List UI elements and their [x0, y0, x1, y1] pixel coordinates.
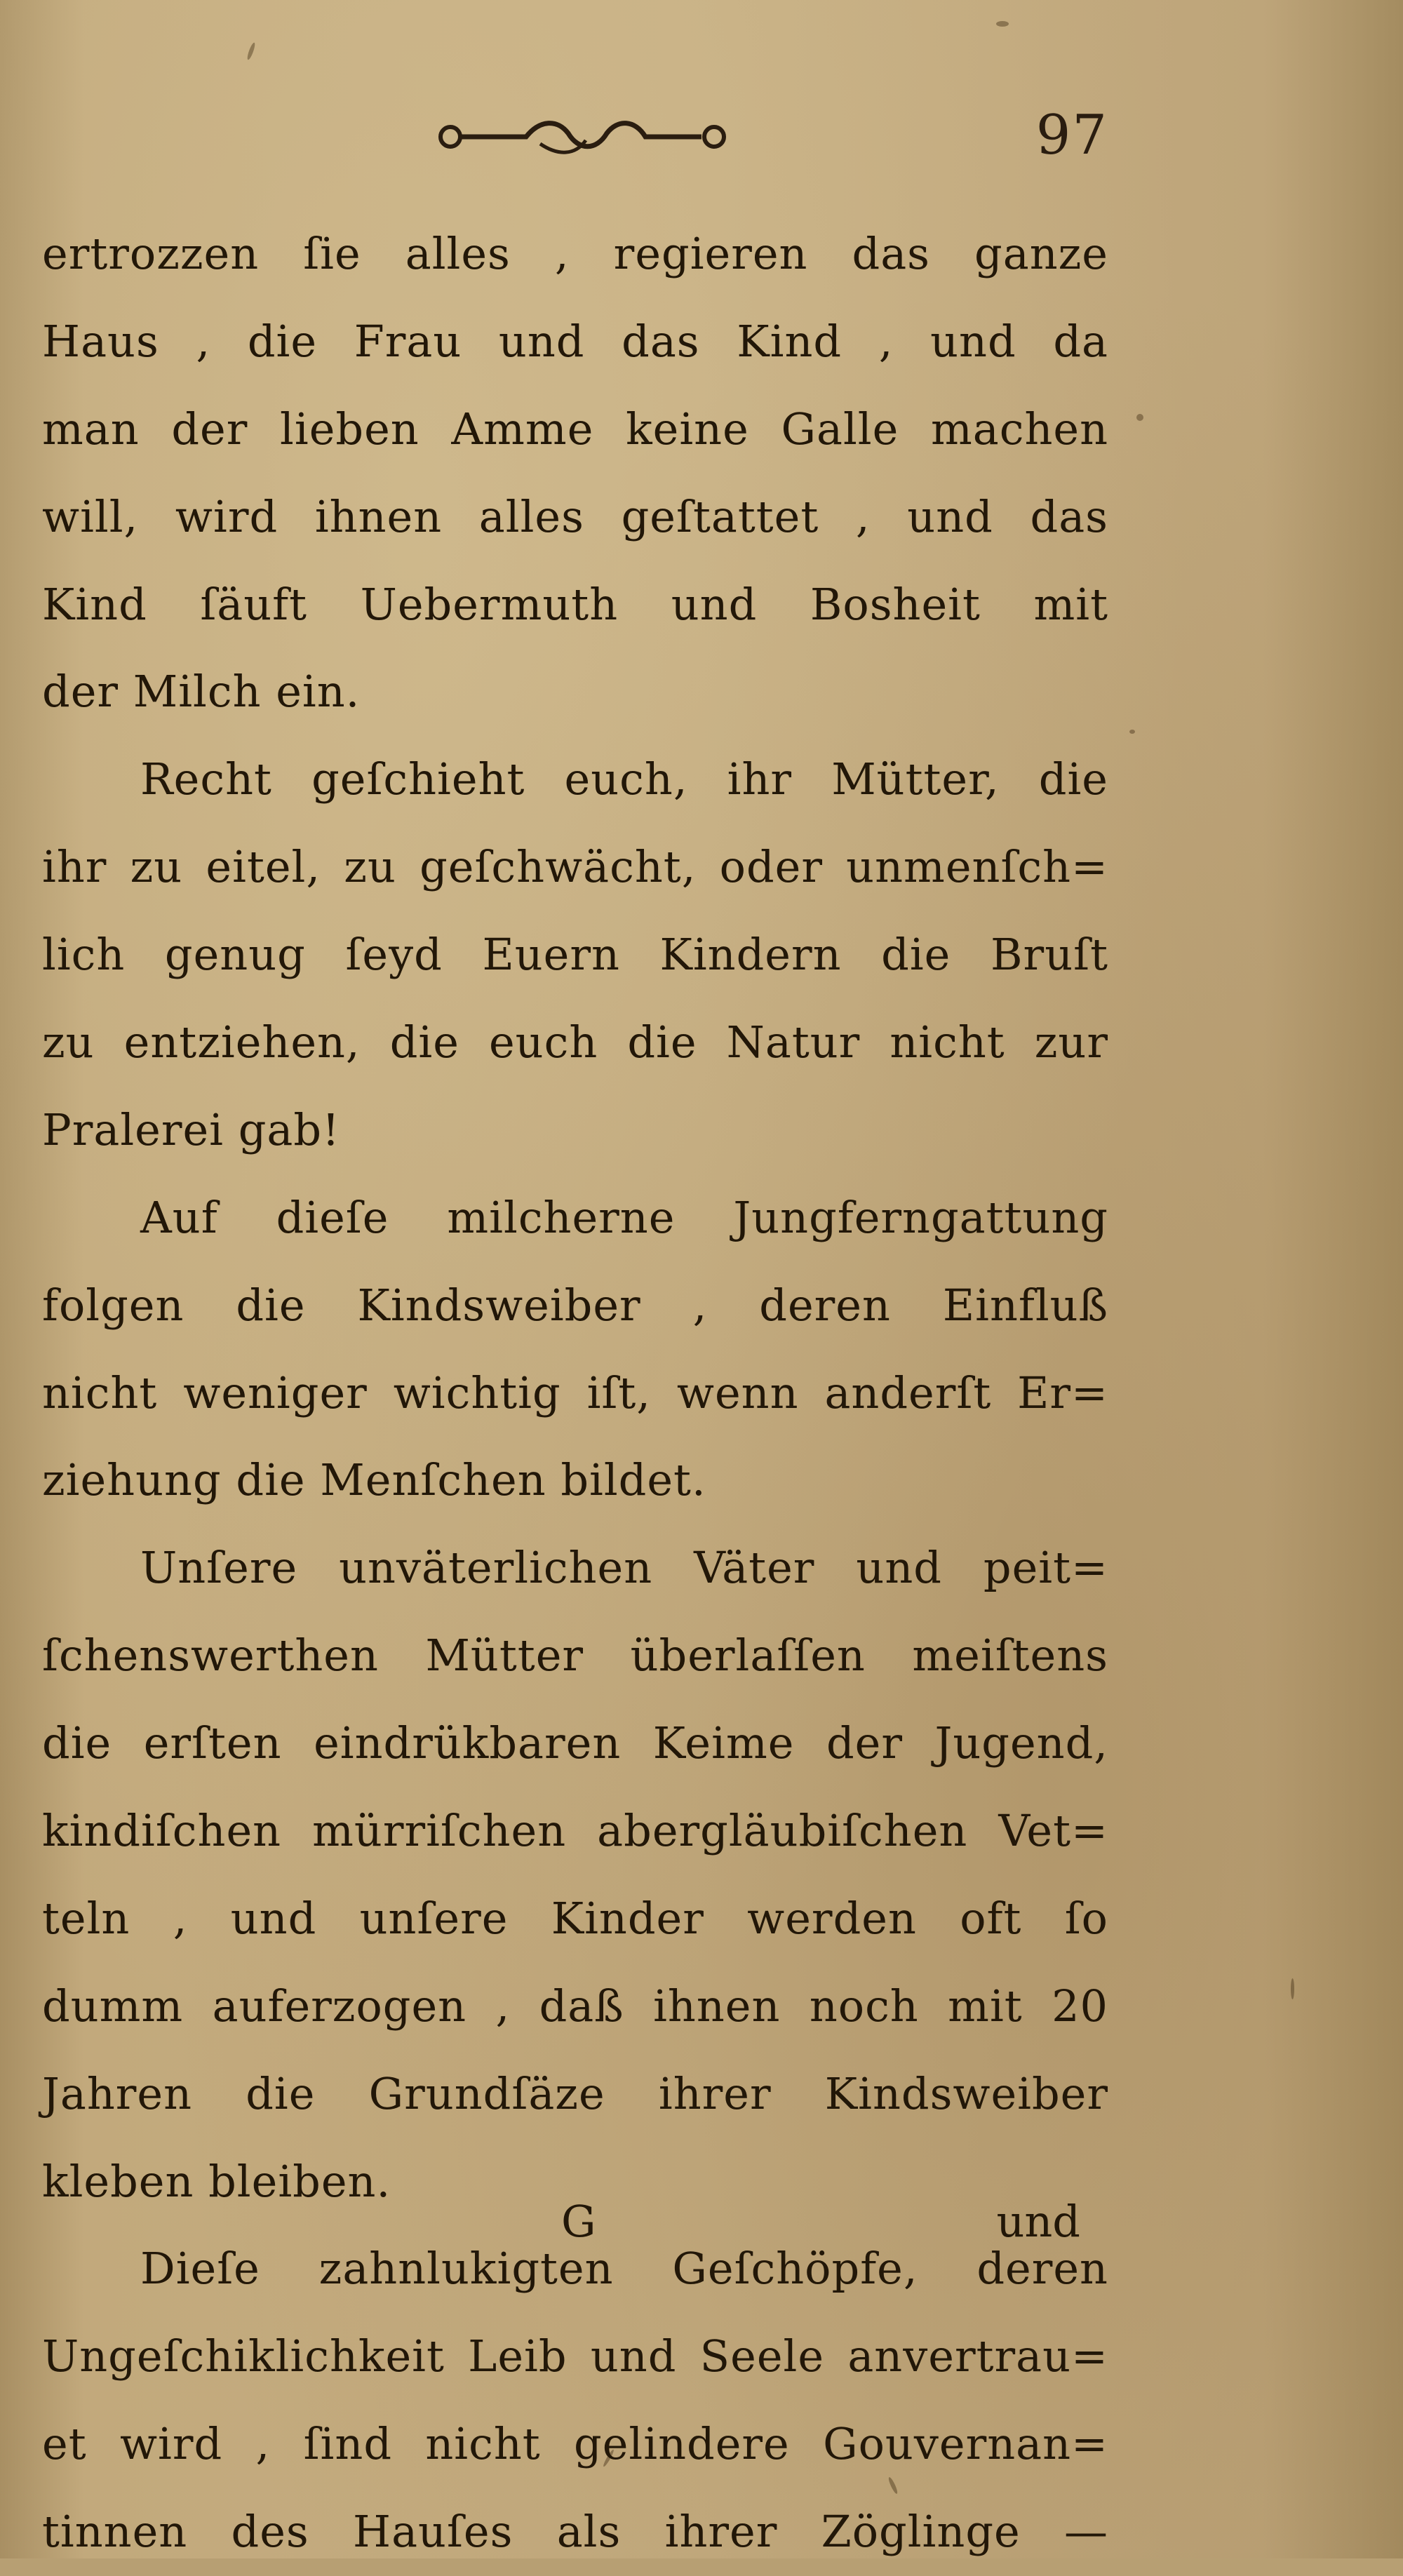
ornament-rule-icon	[435, 112, 730, 161]
text-line: ertrozzen ſie alles , regieren das ganze	[42, 228, 1108, 279]
paper-speck	[1291, 1978, 1294, 1999]
text-line: dumm auferzogen , daß ihnen noch mit 20	[42, 1980, 1108, 2032]
paper-speck	[1136, 414, 1143, 421]
text-line: teln , und unſere Kinder werden oft ſo	[42, 1892, 1108, 1944]
text-line: Auf dieſe milcherne Jungferngattung	[140, 1191, 1108, 1243]
text-line: Pralerei gab!	[42, 1103, 340, 1155]
text-line: kindiſchen mürriſchen abergläubiſchen Vet=	[42, 1805, 1108, 1857]
page-header	[42, 98, 1108, 175]
text-line: Kind ſäuft Uebermuth und Bosheit mit	[42, 578, 1108, 630]
text-line: ſchenswerthen Mütter überlaſſen meiſtens	[42, 1630, 1108, 1682]
text-line: Recht geſchieht euch, ihr Mütter, die	[140, 753, 1108, 805]
text-line: ihr zu eitel, zu geſchwächt, oder unmenſch=	[42, 841, 1108, 893]
text-line: Unſere unväterlichen Väter und peit=	[140, 1542, 1108, 1594]
text-line: nicht weniger wichtig iſt, wenn anderſt Er=	[42, 1367, 1108, 1418]
text-line: der Milch ein.	[42, 666, 361, 718]
text-line: Haus , die Frau und das Kind , und da	[42, 315, 1108, 367]
text-line: tinnen des Hauſes als ihrer Zöglinge —	[42, 2506, 1108, 2558]
page-number: 97	[1035, 104, 1108, 167]
text-line: et wird , ſind nicht gelindere Gouvernan=	[42, 2418, 1108, 2470]
text-line: Ungeſchiklichkeit Leib und Seele anvertrau=	[42, 2330, 1108, 2382]
text-line: lich genug ſeyd Euern Kindern die Bruſt	[42, 929, 1108, 981]
text-line: zu entziehen, die euch die Natur nicht zur	[42, 1017, 1108, 1068]
text-line: will, wird ihnen alles geſtattet , und das	[42, 490, 1108, 542]
catchword: und	[996, 2196, 1080, 2247]
paper-speck	[996, 21, 1009, 27]
text-line: Dieſe zahnlukigten Geſchöpfe, deren	[140, 2243, 1108, 2295]
text-line: folgen die Kindsweiber , deren Einfluß	[42, 1279, 1108, 1331]
text-line: Jahren die Grundſäze ihrer Kindsweiber	[42, 2067, 1108, 2119]
paper-speck	[1129, 730, 1135, 734]
text-line: die erſten eindrükbaren Keime der Jugend,	[42, 1717, 1108, 1769]
signature-mark: G	[561, 2196, 596, 2247]
text-line: kleben bleiben.	[42, 2155, 391, 2207]
paper-speck	[246, 42, 257, 60]
text-line: ziehung die Menſchen bildet.	[42, 1454, 706, 1506]
text-line: man der lieben Amme keine Galle machen	[42, 403, 1108, 455]
page-footer	[42, 2189, 1108, 2273]
